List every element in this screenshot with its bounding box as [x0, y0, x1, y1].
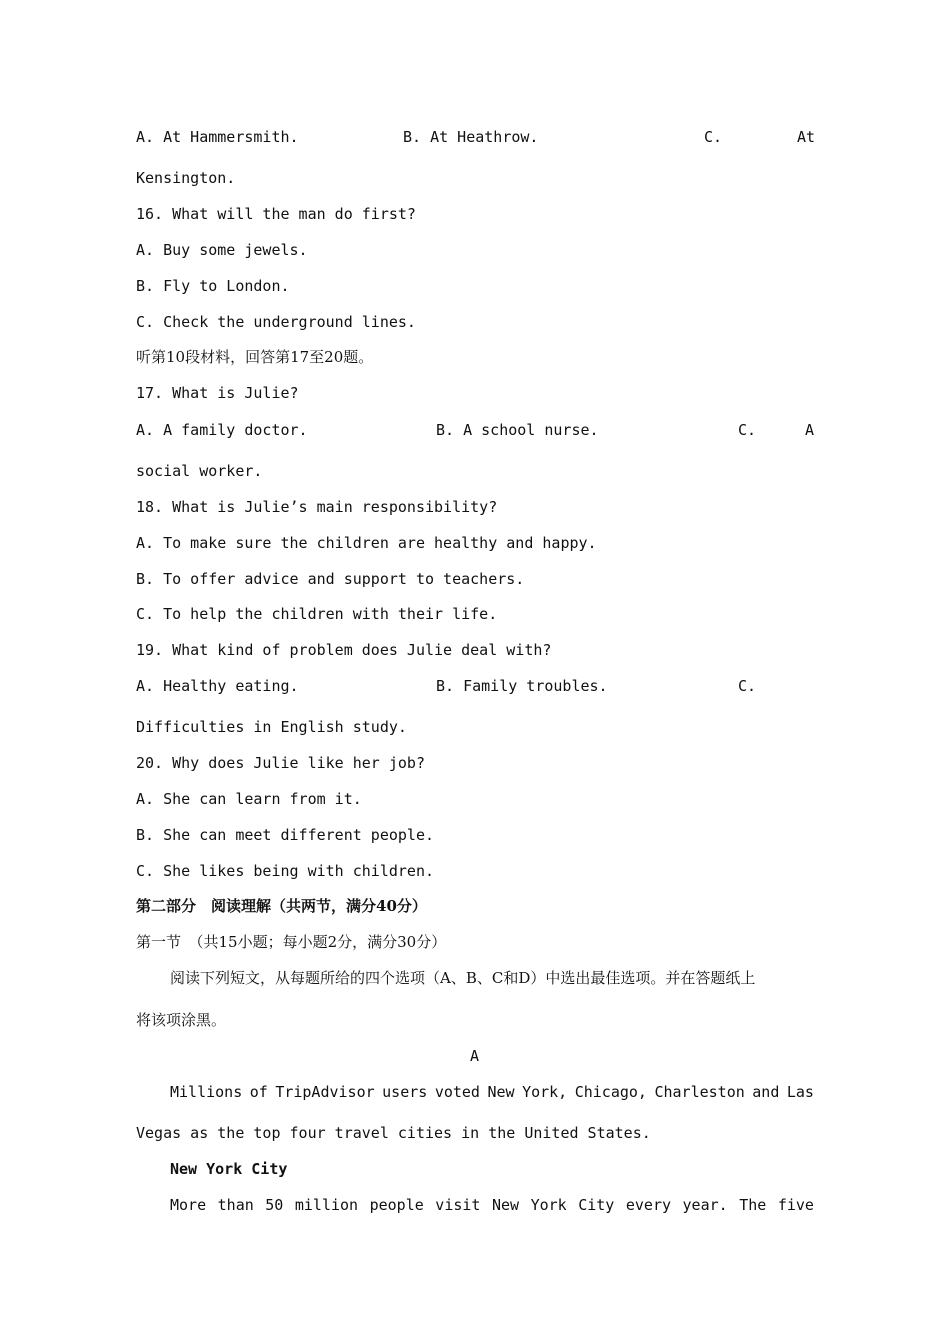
q17-option-c-label: C. — [738, 421, 757, 439]
word: people — [369, 1196, 424, 1214]
q16-option-c: C. Check the underground lines. — [136, 313, 416, 331]
word: than — [217, 1196, 254, 1214]
word: year. — [682, 1196, 728, 1214]
word: More — [170, 1196, 207, 1214]
word: five — [777, 1196, 814, 1214]
q19-option-b: B. Family troubles. — [436, 677, 608, 695]
word: of — [249, 1083, 268, 1101]
q18-question: 18. What is Julie’s main responsibility? — [136, 498, 498, 516]
word: users — [382, 1083, 428, 1101]
word: City — [578, 1196, 615, 1214]
q17-option-a: A. A family doctor. — [136, 421, 308, 439]
word: voted — [434, 1083, 480, 1101]
q16-question: 16. What will the man do first? — [136, 205, 416, 223]
word: Millions — [170, 1083, 243, 1101]
word: York — [530, 1196, 567, 1214]
q16-option-a: A. Buy some jewels. — [136, 241, 308, 259]
word: Charleston — [654, 1083, 745, 1101]
q17-option-c-text: A — [805, 421, 815, 439]
q19-question: 19. What kind of problem does Julie deal with? — [136, 641, 552, 659]
q20-question: 20. Why does Julie like her job? — [136, 754, 425, 772]
word: 50 — [265, 1196, 284, 1214]
q20-option-c: C. She likes being with children. — [136, 862, 435, 880]
q19-option-c-continuation: Difficulties in English study. — [136, 718, 407, 736]
q18-option-c: C. To help the children with their life. — [136, 605, 498, 623]
q20-option-a: A. She can learn from it. — [136, 790, 362, 808]
section10-instruction: 听第10段材料，回答第17至20题。 — [136, 348, 374, 366]
q19-option-c-label: C. — [738, 677, 757, 695]
part2-instruction-line2: 将该项涂黑。 — [136, 1011, 227, 1029]
passage-label: A — [470, 1047, 480, 1065]
q18-option-b: B. To offer advice and support to teachers. — [136, 570, 525, 588]
word: million — [294, 1196, 359, 1214]
passage-subheading: New York City — [170, 1160, 288, 1178]
passage-para1-line2: Vegas as the top four travel cities in the United States. — [136, 1124, 651, 1142]
q15-option-c-continuation: Kensington. — [136, 169, 236, 187]
q18-option-a: A. To make sure the children are healthy and happy. — [136, 534, 597, 552]
q15-option-a: A. At Hammersmith. — [136, 128, 299, 146]
q17-question: 17. What is Julie? — [136, 384, 299, 402]
word: York, — [522, 1083, 568, 1101]
q16-option-b: B. Fly to London. — [136, 277, 290, 295]
q15-option-c-text: At — [797, 128, 816, 146]
word: Chicago, — [574, 1083, 647, 1101]
word: The — [739, 1196, 767, 1214]
passage-para1-line1 — [136, 1082, 814, 1102]
q19-option-a: A. Healthy eating. — [136, 677, 299, 695]
word: Las — [786, 1083, 814, 1101]
q17-option-b: B. A school nurse. — [436, 421, 599, 439]
q17-option-c-continuation: social worker. — [136, 462, 263, 480]
word: and — [752, 1083, 780, 1101]
q15-option-b: B. At Heathrow. — [403, 128, 539, 146]
passage-para2-line1 — [136, 1195, 814, 1215]
word: every — [625, 1196, 672, 1214]
word: TripAdvisor — [275, 1083, 375, 1101]
part2-heading: 第二部分 阅读理解（共两节，满分40分） — [136, 897, 427, 915]
word: visit — [435, 1196, 481, 1214]
word: New — [491, 1196, 520, 1214]
q15-option-c-label: C. — [704, 128, 723, 146]
q20-option-b: B. She can meet different people. — [136, 826, 435, 844]
word: New — [487, 1083, 515, 1101]
part2-instruction-line1: 阅读下列短文，从每题所给的四个选项（A、B、C和D）中选出最佳选项。并在答题纸上 — [170, 969, 756, 987]
part2-section1: 第一节 （共15小题；每小题2分，满分30分） — [136, 933, 447, 951]
